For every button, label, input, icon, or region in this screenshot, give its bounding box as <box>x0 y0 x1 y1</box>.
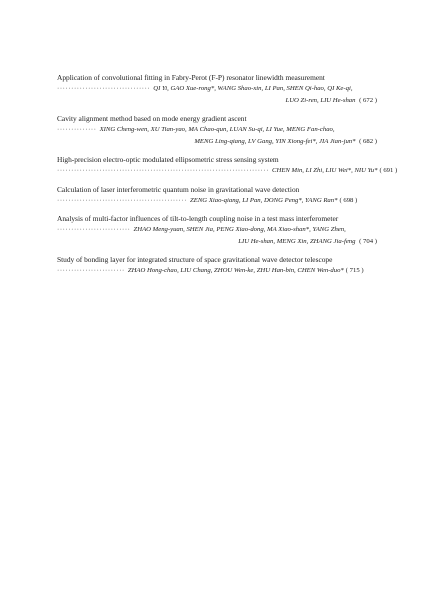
article-authors <box>57 124 377 147</box>
article-authors <box>57 165 398 177</box>
leader-dots: ································· <box>57 85 151 92</box>
leader-dots: ··········································································· <box>57 167 270 174</box>
authors-line-1: CHEN Min, LI Zhi, LIU Wei*, NIU Yu* <box>272 167 378 174</box>
toc-entry-715 <box>57 254 377 277</box>
article-title: Application of convolutional fitting in Fabry-Perot (F-P) resonator linewidth measurement <box>57 73 325 82</box>
authors-line-2: LUO Zi-ren, LIU He-shan <box>285 96 356 104</box>
article-title: Cavity alignment method based on mode energy gradient ascent <box>57 114 247 123</box>
article-authors <box>57 224 377 247</box>
authors-line-2: LIU He-shan, MENG Xin, ZHANG Jia-feng <box>238 237 356 245</box>
authors-line-1: ZHAO Meng-yuan, SHEN Jia, PENG Xiao-dong, MA Xiao-shan*, YANG Zhen, <box>133 226 346 233</box>
authors-line-1: XING Cheng-wen, XU Tian-yao, MA Chao-qun, LUAN Su-qi, LI Yue, MENG Fan-chao, <box>99 126 335 133</box>
leader-dots: ························ <box>57 267 125 274</box>
page-number: ( 698 ) <box>339 196 358 204</box>
leader-dots: ·························· <box>57 226 131 233</box>
authors-line-2: MENG Ling-qiang, LV Gang, YIN Xiong-fei*, JIA Jian-jun* <box>194 137 356 145</box>
article-authors <box>57 83 377 106</box>
authors-line-1: QI Yi, GAO Xue-rong*, WANG Shao-xin, LI Pan, SHEN Qi-hao, QI Ke-qi, <box>153 85 353 92</box>
article-title: Study of bonding layer for integrated structure of space gravitational wave detector telescope <box>57 255 333 264</box>
toc-entry-672 <box>57 72 377 106</box>
page-number: ( 715 ) <box>345 267 364 274</box>
toc-entry-704 <box>57 213 377 247</box>
toc-entry-698 <box>57 184 377 207</box>
page-number: ( 682 ) <box>359 137 377 145</box>
article-authors <box>57 265 377 277</box>
page-number: ( 672 ) <box>359 96 377 104</box>
leader-dots: ·············································· <box>57 196 188 204</box>
authors-line-1: ZENG Xiao-qiang, LI Pan, DONG Peng*, YANG Ran* <box>190 196 338 204</box>
table-of-contents <box>57 72 398 284</box>
article-title: High-precision electro-optic modulated ellipsometric stress sensing system <box>57 155 279 164</box>
article-title: Analysis of multi-factor influences of tilt-to-length coupling noise in a test mass interferometer <box>57 214 339 223</box>
toc-entry-691 <box>57 154 398 177</box>
toc-entry-682 <box>57 113 377 147</box>
page-number: ( 704 ) <box>359 237 377 245</box>
page-number: ( 691 ) <box>379 167 398 174</box>
article-title: Calculation of laser interferometric quantum noise in gravitational wave detection <box>57 184 300 194</box>
authors-line-1: ZHAO Hong-chao, LIU Chang, ZHOU Wen-ke, ZHU Han-bin, CHEN Wen-duo* <box>127 267 344 274</box>
article-authors <box>57 195 377 207</box>
leader-dots: ·············· <box>57 126 97 133</box>
